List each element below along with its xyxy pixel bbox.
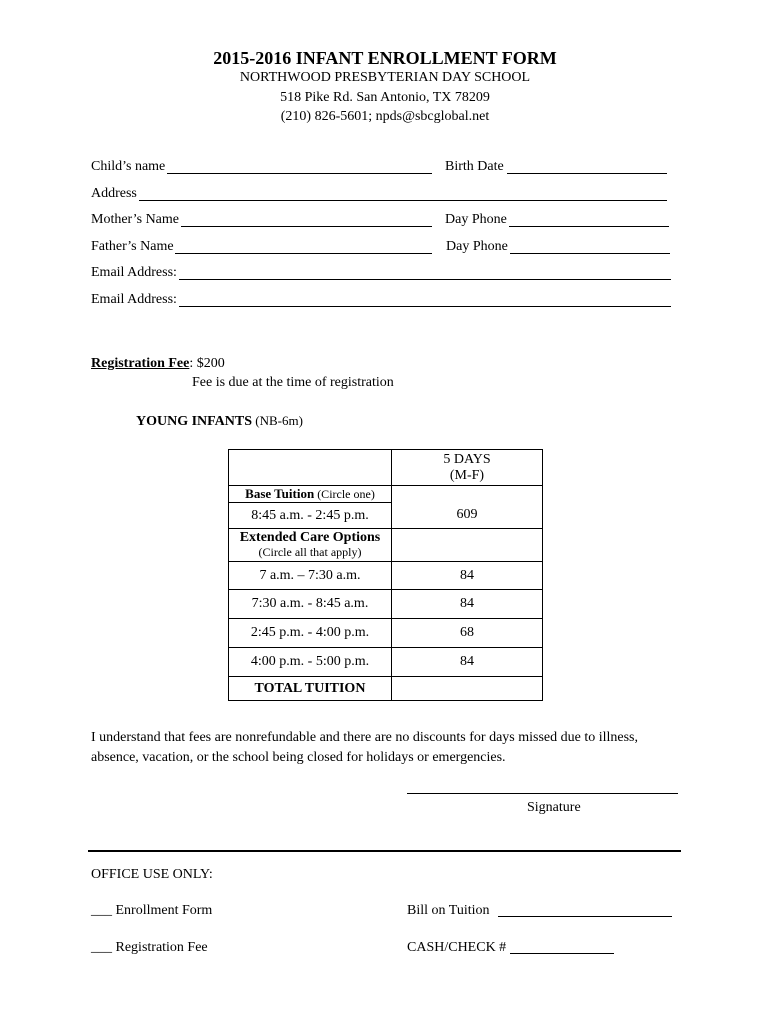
father-name-line[interactable]	[175, 253, 432, 254]
bill-on-tuition-line[interactable]	[498, 916, 672, 917]
table-header-row	[229, 450, 543, 486]
program-range: (NB-6m)	[252, 413, 303, 428]
policy-line-1: I understand that fees are nonrefundable and there are no discounts for days missed due to illness,	[91, 730, 638, 745]
father-name-label: Father’s Name	[91, 239, 174, 254]
base-tuition-label-cell	[229, 486, 392, 503]
total-row	[229, 677, 543, 701]
mother-phone-label: Day Phone	[445, 212, 507, 227]
base-tuition-sub: (Circle one)	[314, 487, 375, 501]
registration-note: Fee is due at the time of registration	[192, 375, 394, 390]
office-enrollment-form: ___ Enrollment Form	[91, 903, 213, 918]
option-price[interactable]: 68	[460, 625, 474, 640]
extended-care-label: Extended Care Options	[239, 530, 381, 545]
option-price[interactable]: 84	[460, 654, 474, 669]
office-cash-check-label: CASH/CHECK #	[407, 940, 507, 955]
signature-label: Signature	[527, 800, 581, 815]
base-price[interactable]: 609	[456, 507, 478, 522]
office-registration-fee: ___ Registration Fee	[91, 940, 208, 955]
table-row	[229, 648, 543, 677]
birth-date-label: Birth Date	[445, 159, 504, 174]
cash-check-line[interactable]	[510, 953, 614, 954]
father-phone-label: Day Phone	[446, 239, 508, 254]
base-tuition-label: Base Tuition	[245, 486, 315, 501]
extended-care-cell	[229, 529, 392, 562]
base-tuition-row	[229, 486, 543, 503]
total-label: TOTAL TUITION	[229, 677, 392, 701]
option-time-cell[interactable]	[229, 562, 392, 590]
extended-care-empty-cell	[392, 529, 543, 562]
mother-name-field[interactable]	[91, 212, 671, 230]
signature-line[interactable]	[407, 793, 678, 794]
registration-fee-amount: : $200	[189, 356, 225, 371]
table-row	[229, 562, 543, 590]
option-time-cell[interactable]	[229, 648, 392, 677]
header-days: 5 DAYS	[443, 451, 491, 467]
program-name: YOUNG INFANTS	[136, 414, 253, 429]
office-heading: OFFICE USE ONLY:	[91, 867, 213, 882]
option-time-cell[interactable]	[229, 590, 392, 619]
mother-name-label: Mother’s Name	[91, 212, 179, 227]
option-price-cell[interactable]	[392, 619, 543, 648]
option-time-cell[interactable]	[229, 619, 392, 648]
email-line-1[interactable]	[179, 279, 671, 280]
child-name-field[interactable]	[91, 159, 671, 177]
extended-care-row	[229, 529, 543, 562]
father-phone-line[interactable]	[510, 253, 670, 254]
registration-fee	[91, 356, 225, 372]
form-title: 2015-2016 INFANT ENROLLMENT FORM	[213, 48, 557, 68]
section-divider	[88, 850, 681, 852]
email-label-1: Email Address:	[91, 265, 177, 280]
office-bill-label: Bill on Tuition	[407, 903, 490, 918]
option-time[interactable]: 4:00 p.m. - 5:00 p.m.	[250, 654, 370, 669]
email-field-1[interactable]	[91, 265, 673, 283]
mother-name-line[interactable]	[181, 226, 432, 227]
extended-care-sub: (Circle all that apply)	[258, 545, 362, 559]
base-price-cell[interactable]	[392, 486, 543, 529]
school-name: NORTHWOOD PRESBYTERIAN DAY SCHOOL	[239, 70, 531, 85]
option-price-cell[interactable]	[392, 590, 543, 619]
option-time[interactable]: 2:45 p.m. - 4:00 p.m.	[250, 625, 370, 640]
mother-phone-line[interactable]	[509, 226, 669, 227]
email-field-2[interactable]	[91, 292, 673, 310]
option-time[interactable]: 7:30 a.m. - 8:45 a.m.	[251, 596, 369, 611]
header-mf: (M-F)	[449, 467, 485, 483]
email-label-2: Email Address:	[91, 292, 177, 307]
registration-fee-label: Registration Fee	[91, 356, 190, 371]
base-time-cell[interactable]	[229, 503, 392, 529]
option-price-cell[interactable]	[392, 648, 543, 677]
address-field[interactable]	[91, 186, 671, 204]
option-price-cell[interactable]	[392, 562, 543, 590]
option-price[interactable]: 84	[460, 596, 474, 611]
table-row	[229, 619, 543, 648]
tuition-table	[228, 449, 543, 701]
base-time[interactable]: 8:45 a.m. - 2:45 p.m.	[251, 507, 369, 523]
program-heading	[136, 413, 303, 430]
address-line[interactable]	[139, 200, 667, 201]
table-row	[229, 590, 543, 619]
address-label: Address	[91, 186, 137, 201]
birth-date-line[interactable]	[507, 173, 667, 174]
header-empty-cell	[229, 450, 392, 486]
school-address: 518 Pike Rd. San Antonio, TX 78209	[280, 90, 490, 105]
child-name-line[interactable]	[167, 173, 432, 174]
father-name-field[interactable]	[91, 239, 671, 257]
policy-line-2: absence, vacation, or the school being closed for holidays or emergencies.	[91, 750, 506, 765]
email-line-2[interactable]	[179, 306, 671, 307]
total-value-cell[interactable]	[392, 677, 543, 701]
option-time[interactable]: 7 a.m. – 7:30 a.m.	[259, 567, 361, 583]
child-name-label: Child’s name	[91, 159, 166, 174]
header-days-cell	[392, 450, 543, 486]
school-contact: (210) 826-5601; npds@sbcglobal.net	[280, 109, 490, 124]
option-price[interactable]: 84	[460, 567, 474, 583]
